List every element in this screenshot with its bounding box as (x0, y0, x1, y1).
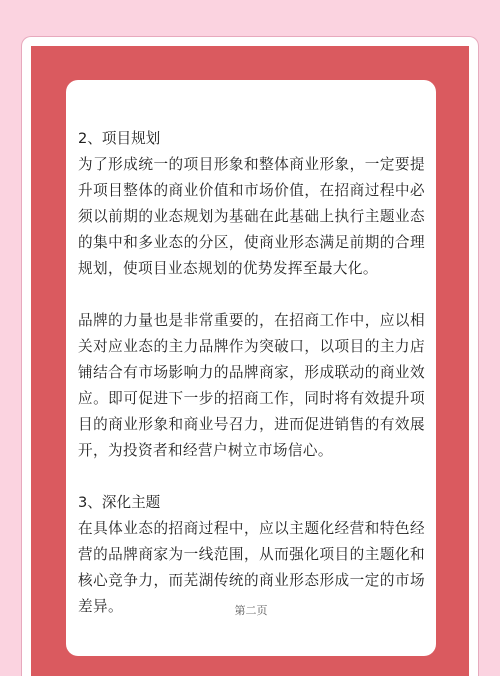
section-heading-planning: 2、项目规划 (78, 130, 161, 147)
section-heading-theme: 3、深化主题 (78, 494, 161, 511)
paragraph-theme: 在具体业态的招商过程中，应以主题化经营和特色经营的品牌商家为一线范围，从而强化项目的主题化和核心竞争力，而芜湖传统的商业形态形成一定的市场差异。 (78, 520, 425, 615)
paragraph-brand: 品牌的力量也是非常重要的，在招商工作中，应以相关对应业态的主力品牌作为突破口，以项目的主力店铺结合有市场影响力的品牌商家，形成联动的商业效应。即可促进下一步的招商工作，同时将有效提升项目的商业形象和商业号召力，进而促进销售的有效展开，为投资者和经营户树立市场信心。 (78, 312, 425, 459)
page-number: 第二页 (234, 604, 268, 617)
paragraph-planning: 为了形成统一的项目形象和整体商业形象，一定要提升项目整体的商业价值和市场价值，在招商过程中必须以前期的业态规划为基础在此基础上执行主题业态的集中和多业态的分区，使商业形态满足前期的合理规划，使项目业态规划的优势发挥至最大化。 (78, 156, 425, 277)
document-page (66, 80, 436, 656)
